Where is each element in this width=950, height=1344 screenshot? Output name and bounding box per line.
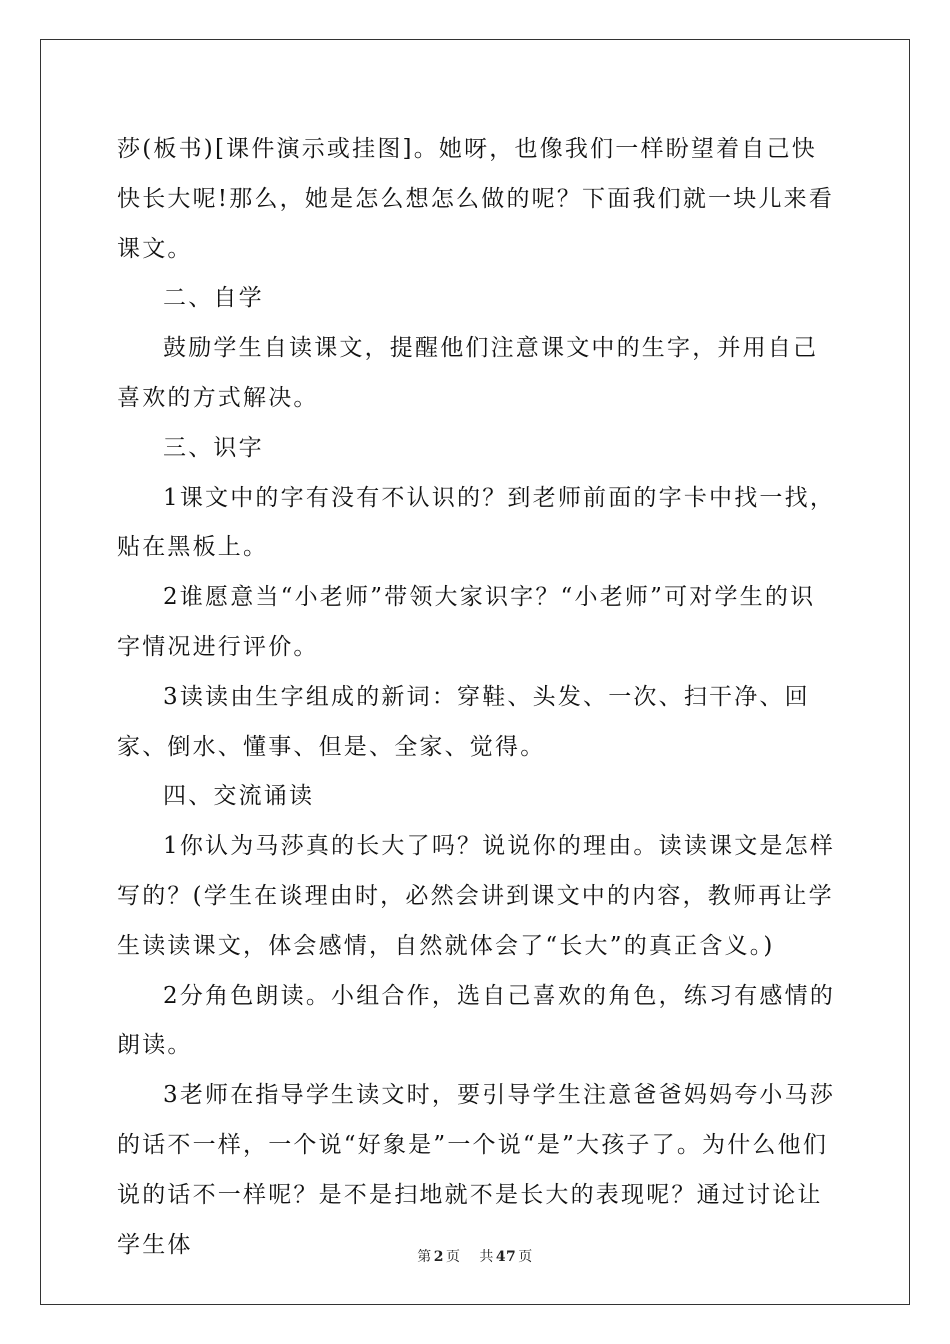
total-pages: 47 — [495, 1249, 517, 1265]
page-number: 2 — [433, 1249, 444, 1265]
paragraph-self-study: 鼓励学生自读课文，提醒他们注意课文中的生字，并用自己喜欢的方式解决。 — [117, 335, 819, 411]
total-prefix: 共 — [479, 1249, 494, 1265]
paragraph-continued: 莎(板书)[课件演示或挂图]。她呀，也像我们一样盼望着自己快快长大呢!那么，她是怎么想怎么做的呢？下面我们就一块儿来看课文。 — [117, 136, 835, 262]
section-heading-self-study: 二、自学 — [163, 285, 264, 312]
paragraph-reading-2: 2分角色朗读。小组合作，选自己喜欢的角色，练习有感情的朗读。 — [117, 982, 836, 1059]
total-suffix: 页 — [518, 1249, 533, 1265]
document-body — [117, 125, 837, 1270]
paragraph-literacy-2: 2谁愿意当“小老师”带领大家识字？“小老师”可对学生的识字情况进行评价。 — [117, 584, 816, 660]
page-suffix: 页 — [445, 1249, 461, 1265]
paragraph-literacy-1: 1课文中的字有没有不认识的？到老师前面的字卡中找一找，贴在黑板上。 — [117, 484, 836, 561]
paragraph-reading-3: 3老师在指导学生读文时，要引导学生注意爸爸妈妈夸小马莎的话不一样，一个说“好象是”一个说“是”大孩子了。为什么他们说的话不一样呢？是不是扫地就不是长大的表现呢？通过讨论让学生体 — [117, 1082, 836, 1258]
section-heading-reading: 四、交流诵读 — [163, 783, 315, 810]
paragraph-literacy-3: 3读读由生字组成的新词：穿鞋、头发、一次、扫干净、回家、倒水、懂事、但是、全家、觉得。 — [117, 683, 810, 760]
paragraph-reading-1: 1你认为马莎真的长大了吗？说说你的理由。读读课文是怎样写的？(学生在谈理由时，必然会讲到课文中的内容，教师再让学生读读课文，体会感情，自然就体会了“长大”的真正含义。) — [117, 833, 836, 959]
section-heading-literacy: 三、识字 — [163, 434, 264, 461]
page-prefix: 第 — [417, 1249, 432, 1265]
page-footer — [0, 1246, 950, 1266]
